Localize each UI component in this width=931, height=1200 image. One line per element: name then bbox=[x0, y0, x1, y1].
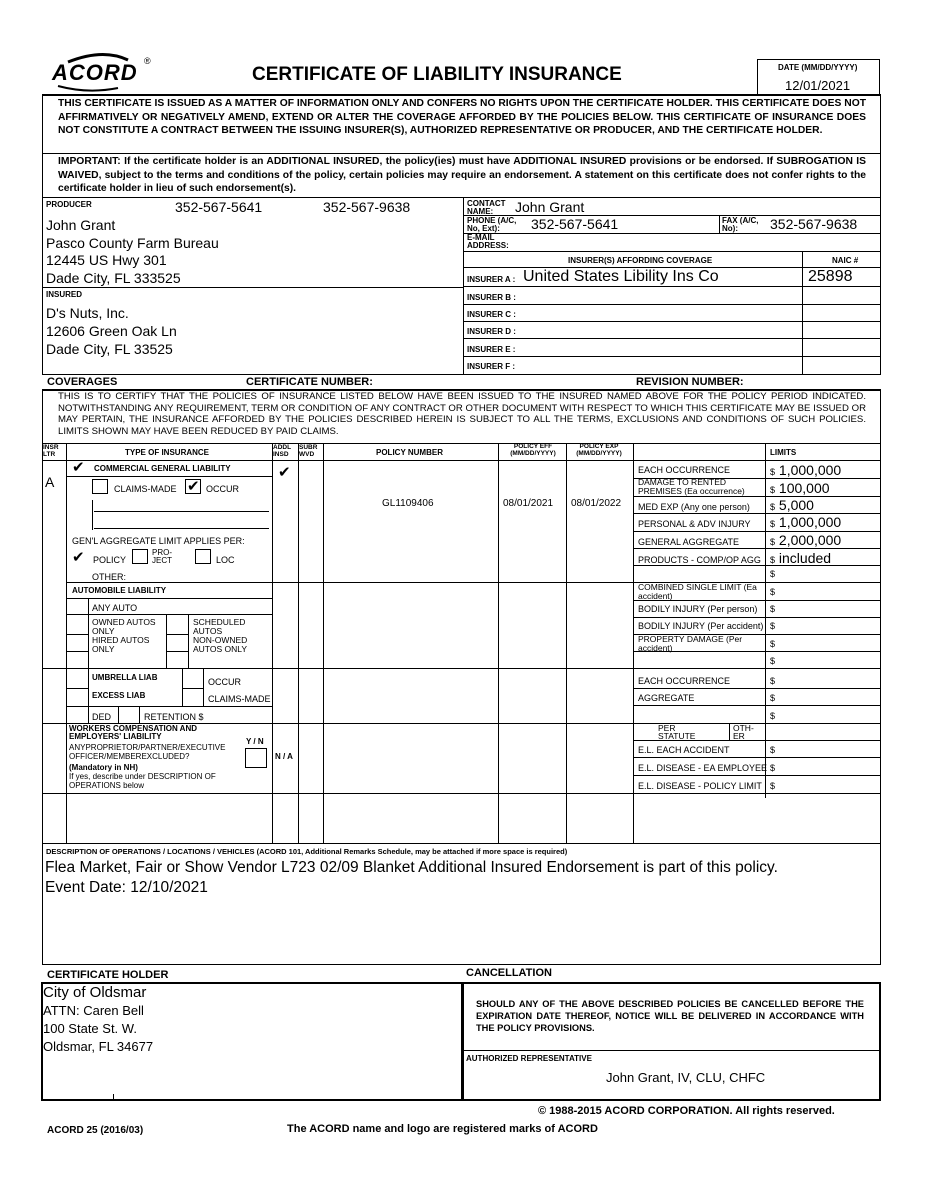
th-subr: SUBR WVD bbox=[299, 444, 318, 458]
insured-line: D's Nuts, Inc. bbox=[46, 305, 129, 321]
auto-limit-label: BODILY INJURY (Per accident) bbox=[638, 621, 764, 631]
authorized-rep-name: John Grant, IV, CLU, CHFC bbox=[606, 1070, 766, 1085]
insurers-header: INSURER(S) AFFORDING COVERAGE bbox=[568, 256, 713, 265]
limit-value: $ 5,000 bbox=[770, 497, 814, 513]
gl-check-icon[interactable]: ✔ bbox=[72, 459, 85, 476]
excluded-checkbox[interactable] bbox=[245, 748, 267, 768]
certificate-number-label: CERTIFICATE NUMBER: bbox=[246, 376, 373, 388]
th-addl: ADDL INSD bbox=[273, 444, 291, 458]
producer-phone: 352-567-5641 bbox=[175, 199, 263, 215]
yn-label: Y / N bbox=[246, 737, 264, 746]
insurer-label: INSURER C : bbox=[467, 310, 516, 319]
insurer-label: INSURER A : bbox=[467, 275, 516, 284]
limit-label: GENERAL AGGREGATE bbox=[638, 537, 740, 547]
cancellation-text: SHOULD ANY OF THE ABOVE DESCRIBED POLICIES BE CANCELLED BEFORE THE EXPIRATION DATE THEREOF, NOTICE WILL BE DELIVERED IN ACCORDANCE WITH THE POLICY PROVISIONS. bbox=[476, 999, 864, 1033]
project-checkbox[interactable] bbox=[132, 549, 148, 564]
limit-currency: $ bbox=[770, 763, 776, 773]
auto-title: AUTOMOBILE LIABILITY bbox=[72, 586, 167, 595]
any-auto-label: ANY AUTO bbox=[92, 603, 138, 613]
mandatory-label: (Mandatory in NH) bbox=[69, 763, 138, 772]
gl-title: COMMERCIAL GENERAL LIABILITY bbox=[94, 464, 231, 473]
loc-label: LOC bbox=[216, 555, 235, 565]
contact-name: John Grant bbox=[515, 199, 585, 215]
umbrella-claims-made-label: CLAIMS-MADE bbox=[208, 694, 271, 704]
authorized-rep-label: AUTHORIZED REPRESENTATIVE bbox=[466, 1054, 592, 1063]
describe-label: If yes, describe under DESCRIPTION OF OPERATIONS below bbox=[69, 772, 216, 790]
form-number: ACORD 25 (2016/03) bbox=[47, 1125, 144, 1136]
insurer-label: INSURER D : bbox=[467, 327, 516, 336]
limit-currency: $ bbox=[770, 693, 776, 703]
notice-text: THIS CERTIFICATE IS ISSUED AS A MATTER OF INFORMATION ONLY AND CONFERS NO RIGHTS UPON THE CERTIFICATE HOLDER. THIS CERTIFICATE DOES NOT AFFIRMATIVELY OR NEGATIVELY AMEND, EXTEND OR ALTER THE COVERAGE AFFORDED BY THE POLICIES BELOW. THIS CERTIFICATE OF INSURANCE DOES NOT CONSTITUTE A CONTRACT BETWEEN THE ISSUING INSURER(S), AUTHORIZED REPRESENTATIVE OR PRODUCER, AND THE CERTIFICATE HOLDER. bbox=[58, 98, 866, 136]
logo-text: ACORD bbox=[52, 60, 138, 85]
contact-name-label: CONTACT NAME: bbox=[467, 199, 506, 216]
limit-currency: $ bbox=[770, 781, 776, 791]
scheduled-autos-label: SCHEDULED AUTOS bbox=[193, 617, 246, 636]
limit-value: $ 1,000,000 bbox=[770, 514, 842, 530]
limit-currency: $ bbox=[770, 621, 776, 631]
gl-policy-eff: 08/01/2021 bbox=[503, 498, 554, 509]
contact-fax: 352-567-9638 bbox=[770, 216, 858, 232]
date-value: 12/01/2021 bbox=[785, 78, 851, 93]
limit-value: $ included bbox=[770, 550, 832, 566]
gen-agg-label: GEN'L AGGREGATE LIMIT APPLIES PER: bbox=[72, 536, 245, 546]
th-policy-number: POLICY NUMBER bbox=[376, 448, 443, 457]
occur-check-icon: ✔ bbox=[187, 478, 200, 495]
gl-policy-number: GL1109406 bbox=[382, 498, 434, 509]
th-exp: POLICY EXP (MM/DD/YYYY) bbox=[576, 443, 622, 457]
limit-label: PRODUCTS - COMP/OP AGG bbox=[638, 555, 761, 565]
description-line: Flea Market, Fair or Show Vendor L723 02/09 Blanket Additional Insured Endorsement is part of this policy. bbox=[45, 859, 778, 876]
description-label: DESCRIPTION OF OPERATIONS / LOCATIONS / VEHICLES (ACORD 101, Additional Remarks Schedule, may be attached if more space is required) bbox=[46, 847, 568, 856]
ded-label: DED bbox=[92, 712, 112, 722]
umbrella-occur-label: OCCUR bbox=[208, 677, 241, 687]
workers-comp-title: WORKERS COMPENSATION AND EMPLOYERS' LIABILITY bbox=[69, 724, 197, 741]
workers-comp-question: ANYPROPRIETOR/PARTNER/EXECUTIVE OFFICER/MEMBEREXCLUDED? bbox=[69, 743, 226, 761]
oth-er-label: OTH-ER bbox=[733, 723, 754, 741]
occur-label: OCCUR bbox=[206, 484, 239, 494]
holder-line: 100 State St. W. bbox=[43, 1021, 137, 1036]
holder-line: Oldsmar, FL 34677 bbox=[43, 1039, 154, 1054]
th-insr: INSR LTR bbox=[43, 444, 59, 458]
auto-limit-label: BODILY INJURY (Per person) bbox=[638, 604, 758, 614]
limit-currency: $ bbox=[770, 639, 776, 649]
insurer-label: INSURER E : bbox=[467, 345, 516, 354]
coverages-label: COVERAGES bbox=[47, 376, 118, 388]
producer-line: John Grant bbox=[46, 217, 116, 233]
claims-made-label: CLAIMS-MADE bbox=[114, 484, 177, 494]
limit-value: $ 2,000,000 bbox=[770, 532, 842, 548]
certificate-holder-label: CERTIFICATE HOLDER bbox=[47, 969, 169, 981]
auto-limit-label: PROPERTY DAMAGE (Per accident) bbox=[638, 634, 743, 653]
revision-number-label: REVISION NUMBER: bbox=[636, 376, 744, 388]
project-label: PRO-JECT bbox=[152, 548, 172, 565]
workers-limit-label: E.L. EACH ACCIDENT bbox=[638, 745, 730, 755]
holder-line: ATTN: Caren Bell bbox=[43, 1003, 144, 1018]
th-type: TYPE OF INSURANCE bbox=[125, 448, 210, 457]
th-limits: LIMITS bbox=[770, 448, 797, 457]
limit-currency: $ bbox=[770, 569, 776, 579]
limit-label: PERSONAL & ADV INJURY bbox=[638, 519, 751, 529]
umbrella-limit-label: AGGREGATE bbox=[638, 693, 695, 703]
registered-marks: The ACORD name and logo are registered marks of ACORD bbox=[287, 1123, 598, 1135]
umbrella-limit-label: EACH OCCURRENCE bbox=[638, 676, 731, 686]
producer-line: Pasco County Farm Bureau bbox=[46, 235, 219, 251]
limit-label: MED EXP (Any one person) bbox=[638, 502, 750, 512]
limit-currency: $ bbox=[770, 587, 776, 597]
workers-limit-label: E.L. DISEASE - POLICY LIMIT bbox=[638, 781, 762, 791]
non-owned-autos-label: NON-OWNED AUTOS ONLY bbox=[193, 635, 248, 654]
loc-checkbox[interactable] bbox=[195, 549, 211, 564]
per-statute-label: PER STATUTE bbox=[658, 723, 696, 741]
coverages-text: THIS IS TO CERTIFY THAT THE POLICIES OF INSURANCE LISTED BELOW HAVE BEEN ISSUED TO THE INSURED NAMED ABOVE FOR THE POLICY PERIOD INDICATED. NOTWITHSTANDING ANY REQUIREMENT, TERM OR CONDITION OF ANY CONTRACT OR OTHER DOCUMENT WITH RESPECT TO WHICH THIS CERTIFICATE MAY BE ISSUED OR MAY PERTAIN, THE INSURANCE AFFORDED BY THE POLICIES DESCRIBED HEREIN IS SUBJECT TO ALL THE TERMS, EXCLUSIONS AND CONDITIONS OF SUCH POLICIES. LIMITS SHOWN MAY HAVE BEEN REDUCED BY PAID CLAIMS. bbox=[58, 391, 866, 437]
limit-currency: $ bbox=[770, 745, 776, 755]
copyright: © 1988-2015 ACORD CORPORATION. All rights reserved. bbox=[538, 1105, 835, 1117]
insurer-naic: 25898 bbox=[808, 268, 853, 285]
producer-fax: 352-567-9638 bbox=[323, 199, 411, 215]
limit-label: DAMAGE TO RENTED PREMISES (Ea occurrence) bbox=[638, 477, 745, 496]
contact-fax-label: FAX (A/C, No): bbox=[722, 216, 759, 233]
retention-label: RETENTION $ bbox=[144, 712, 204, 722]
limit-value: $ 1,000,000 bbox=[770, 462, 842, 478]
page-title: CERTIFICATE OF LIABILITY INSURANCE bbox=[252, 64, 622, 85]
insured-line: 12606 Green Oak Ln bbox=[46, 323, 177, 339]
umbrella-label: UMBRELLA LIAB bbox=[92, 673, 158, 682]
producer-label: PRODUCER bbox=[46, 200, 92, 209]
policy-label: POLICY bbox=[93, 555, 127, 565]
contact-phone-label: PHONE (A/C, No, Ext): bbox=[467, 216, 517, 233]
na-label: N / A bbox=[275, 752, 293, 761]
important-text: IMPORTANT: If the certificate holder is an ADDITIONAL INSURED, the policy(ies) must have ADDITIONAL INSURED provisions or be endorsed. If SUBROGATION IS WAIVED, subject to the terms and conditions of the policy, certain policies may require an endorsement. A statement on this certificate does not confer rights to the certificate holder in lieu of such endorsement(s). bbox=[58, 156, 866, 194]
other-label: OTHER: bbox=[92, 572, 127, 582]
th-eff: POLICY EFF (MM/DD/YYYY) bbox=[510, 443, 556, 457]
acord-logo bbox=[48, 50, 158, 94]
contact-phone: 352-567-5641 bbox=[531, 216, 619, 232]
limit-value: $ 100,000 bbox=[770, 480, 830, 496]
owned-autos-label: OWNED AUTOS ONLY bbox=[92, 617, 156, 636]
auto-limit-label: COMBINED SINGLE LIMIT (Ea accident) bbox=[638, 582, 757, 601]
date-label: DATE (MM/DD/YYYY) bbox=[778, 63, 858, 72]
insured-label: INSURED bbox=[46, 290, 83, 299]
limit-currency: $ bbox=[770, 604, 776, 614]
limit-currency: $ bbox=[770, 711, 776, 721]
gl-insurer-letter: A bbox=[45, 474, 55, 490]
limit-label: EACH OCCURRENCE bbox=[638, 465, 731, 475]
description-line: Event Date: 12/10/2021 bbox=[45, 879, 208, 896]
limit-currency: $ bbox=[770, 676, 776, 686]
insurer-label: INSURER F : bbox=[467, 362, 515, 371]
gl-addl-check-icon: ✔ bbox=[278, 464, 291, 481]
naic-header: NAIC # bbox=[832, 256, 859, 265]
policy-check-icon[interactable]: ✔ bbox=[72, 549, 85, 566]
holder-line: City of Oldsmar bbox=[43, 984, 147, 1001]
limit-currency: $ bbox=[770, 656, 776, 666]
cancellation-label: CANCELLATION bbox=[466, 967, 552, 979]
producer-line: 12445 US Hwy 301 bbox=[46, 252, 167, 268]
insured-line: Dade City, FL 33525 bbox=[46, 341, 173, 357]
excess-label: EXCESS LIAB bbox=[92, 691, 146, 700]
hired-autos-label: HIRED AUTOS ONLY bbox=[92, 635, 150, 654]
contact-email-label: E-MAIL ADDRESS: bbox=[467, 233, 509, 250]
insurer-label: INSURER B : bbox=[467, 293, 516, 302]
gl-policy-exp: 08/01/2022 bbox=[571, 498, 622, 509]
insurer-name: United States Libility Ins Co bbox=[523, 268, 719, 285]
claims-made-checkbox[interactable] bbox=[92, 479, 108, 494]
workers-limit-label: E.L. DISEASE - EA EMPLOYEE bbox=[638, 763, 768, 773]
producer-line: Dade City, FL 333525 bbox=[46, 270, 181, 286]
registered-mark-icon: ® bbox=[144, 56, 151, 66]
